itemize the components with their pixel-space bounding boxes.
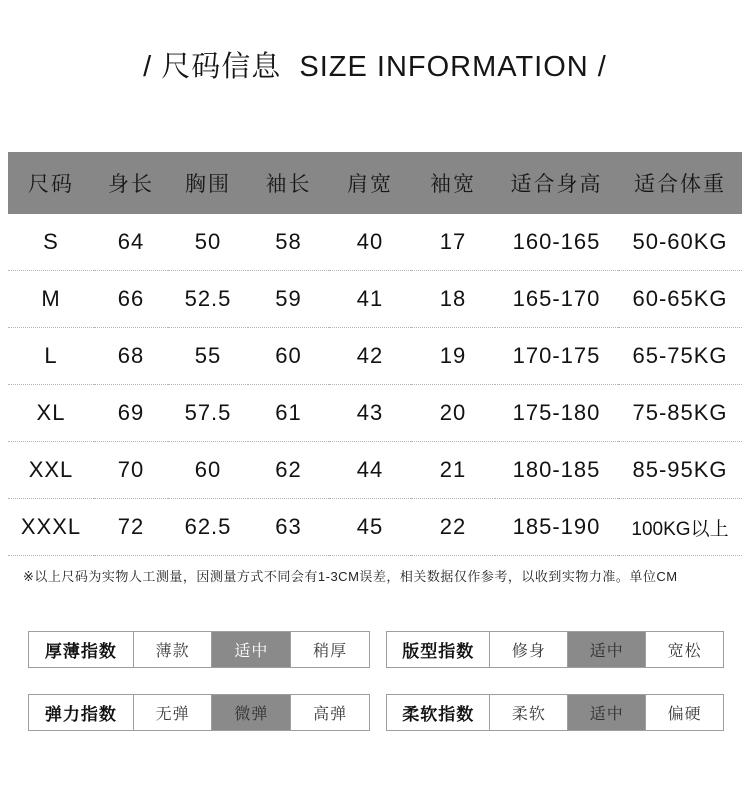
size-value-cell: 21 [411, 442, 495, 499]
size-value-cell: 75-85KG [618, 385, 742, 442]
size-table-row [8, 214, 742, 271]
size-col-header: 适合体重 [618, 152, 742, 214]
size-col-header: 适合身高 [495, 152, 618, 214]
index-option: 高弹 [313, 706, 348, 723]
size-value-cell: 175-180 [495, 385, 618, 442]
size-value-cell: 170-175 [495, 328, 618, 385]
size-value-cell: 52.5 [168, 271, 248, 328]
index-option: 偏硬 [667, 706, 702, 723]
size-table-row [8, 499, 742, 556]
size-value-cell: 20 [411, 385, 495, 442]
size-label-cell: XL [8, 385, 94, 442]
index-option: 修身 [490, 632, 568, 667]
size-value-cell: 180-185 [495, 442, 618, 499]
index-table [386, 631, 724, 668]
size-value-cell: 63 [248, 499, 329, 556]
size-col-header: 肩宽 [329, 152, 411, 214]
size-value-cell: 59 [248, 271, 329, 328]
size-value-cell: 160-165 [495, 214, 618, 271]
size-value-cell: 17 [411, 214, 495, 271]
size-value-cell: 64 [94, 214, 168, 271]
size-col-header: 身长 [94, 152, 168, 214]
measurement-note: ※以上尺码为实物人工测量，因测量方式不同会有1-3CM误差，相关数据仅作参考，以收到实物力准。单位CM [23, 569, 678, 584]
size-value-cell: 68 [94, 328, 168, 385]
index-option: 薄款 [134, 632, 213, 667]
size-label-cell: XXL [8, 442, 94, 499]
size-label-cell: L [8, 328, 94, 385]
size-value-cell: 18 [411, 271, 495, 328]
size-value-cell: 58 [248, 214, 329, 271]
size-value-cell: 62 [248, 442, 329, 499]
index-option-selected: 微弹 [212, 695, 291, 730]
size-value-cell: 50-60KG [618, 214, 742, 271]
index-option-selected: 适中 [568, 695, 646, 730]
size-value-cell: 55 [168, 328, 248, 385]
size-value-cell: 72 [94, 499, 168, 556]
index-table [386, 694, 724, 731]
size-value-cell: 62.5 [168, 499, 248, 556]
index-option: 无弹 [134, 695, 213, 730]
size-value-cell: 100KG以上 [618, 499, 742, 556]
size-value-cell: 165-170 [495, 271, 618, 328]
size-value-cell: 185-190 [495, 499, 618, 556]
index-option-selected: 适中 [212, 632, 291, 667]
size-col-header: 袖长 [248, 152, 329, 214]
size-value-cell: 44 [329, 442, 411, 499]
index-option: 稍厚 [313, 643, 348, 660]
index-option: 宽松 [667, 643, 702, 660]
size-value-cell: 70 [94, 442, 168, 499]
size-value-cell: 22 [411, 499, 495, 556]
size-value-cell: 85-95KG [618, 442, 742, 499]
size-value-cell: 60-65KG [618, 271, 742, 328]
size-table-row [8, 385, 742, 442]
size-value-cell: 57.5 [168, 385, 248, 442]
size-value-cell: 43 [329, 385, 411, 442]
index-option-selected: 适中 [568, 632, 646, 667]
index-label: 弹力指数 [29, 695, 134, 730]
size-value-cell: 40 [329, 214, 411, 271]
size-table-body [8, 214, 742, 556]
size-table-row [8, 271, 742, 328]
index-label: 版型指数 [387, 632, 490, 667]
size-label-cell: XXXL [8, 499, 94, 556]
index-table [28, 631, 370, 668]
size-value-cell: 60 [248, 328, 329, 385]
size-col-header: 袖宽 [411, 152, 495, 214]
index-label: 柔软指数 [387, 695, 490, 730]
size-table-header-row [8, 152, 742, 214]
size-value-cell: 45 [329, 499, 411, 556]
size-label-cell: M [8, 271, 94, 328]
size-col-header: 尺码 [8, 152, 94, 214]
size-value-cell: 50 [168, 214, 248, 271]
size-value-cell: 60 [168, 442, 248, 499]
index-option: 柔软 [490, 695, 568, 730]
size-value-cell: 41 [329, 271, 411, 328]
page-title: / 尺码信息 SIZE INFORMATION / [143, 51, 607, 83]
size-col-header: 胸围 [168, 152, 248, 214]
size-value-cell: 61 [248, 385, 329, 442]
size-table [8, 152, 742, 556]
index-label: 厚薄指数 [29, 632, 134, 667]
size-value-cell: 69 [94, 385, 168, 442]
size-label-cell: S [8, 214, 94, 271]
size-value-cell: 65-75KG [618, 328, 742, 385]
size-info-page [0, 44, 750, 788]
size-table-row [8, 442, 742, 499]
size-table-row [8, 328, 742, 385]
size-table-head [8, 152, 742, 214]
size-value-cell: 19 [411, 328, 495, 385]
size-value-cell: 42 [329, 328, 411, 385]
size-value-cell: 66 [94, 271, 168, 328]
index-table [28, 694, 370, 731]
fabric-index-grid [28, 631, 724, 731]
